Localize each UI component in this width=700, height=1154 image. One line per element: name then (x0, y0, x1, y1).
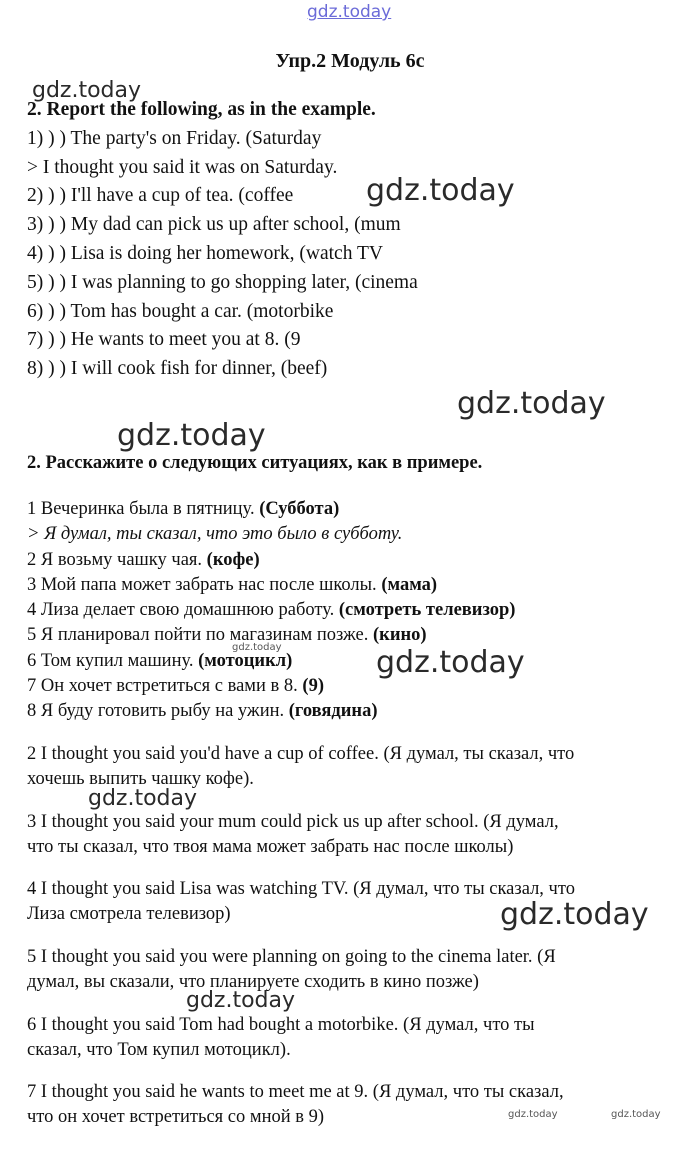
item-hint: (мама) (381, 575, 438, 595)
item-number: 2) (27, 185, 44, 206)
answer-line-1: 5 I thought you said you were planning on going to the cinema later. (Я (27, 947, 556, 967)
item-hint: (9) (302, 676, 324, 696)
watermark: gdz.today (88, 786, 198, 811)
russian-item (27, 497, 339, 521)
item-number: 3) (27, 214, 44, 235)
watermark: gdz.today (500, 897, 649, 932)
russian-item (27, 674, 324, 698)
page-title: Упр.2 Модуль 6с (275, 50, 425, 72)
watermark: gdz.today (611, 1109, 661, 1120)
answer-line-2: что ты сказал, что твоя мама может забрать нас после школы) (27, 837, 514, 857)
item-number: 8) (27, 358, 44, 379)
item-text: ) ) The party's on Friday. (Saturday (48, 128, 322, 149)
watermark: gdz.today (366, 173, 515, 208)
answer-line-2: Лиза смотрела телевизор) (27, 904, 231, 924)
answer-line-2: сказал, что Том купил мотоцикл). (27, 1040, 291, 1060)
item-hint: (кофе) (206, 550, 260, 570)
russian-item (27, 699, 378, 723)
watermark: gdz.today (508, 1109, 558, 1120)
item-text: ) ) Tom has bought a car. (motorbike (48, 301, 334, 322)
item-text: 8 Я буду готовить рыбу на ужин. (27, 701, 289, 721)
item-number: 6) (27, 301, 44, 322)
item-text: 3 Мой папа может забрать нас после школы. (27, 575, 382, 595)
russian-example: > Я думал, ты сказал, что это было в субботу. (27, 524, 403, 544)
answer-line-1: 7 I thought you said he wants to meet me at 9. (Я думал, что ты сказал, (27, 1082, 564, 1102)
item-text: 7 Он хочет встретиться с вами в 8. (27, 676, 303, 696)
english-item (27, 242, 383, 266)
item-text: 6 Том купил машину. (27, 651, 199, 671)
item-text: 2 Я возьму чашку чая. (27, 550, 207, 570)
english-heading: 2. Report the following, as in the example. (27, 99, 376, 120)
russian-item (27, 598, 515, 622)
item-text: ) ) I will cook fish for dinner, (beef) (48, 358, 328, 379)
watermark: gdz.today (457, 386, 606, 421)
watermark: gdz.today (32, 78, 142, 103)
english-item (27, 127, 321, 151)
item-text: 1 Вечеринка была в пятницу. (27, 499, 260, 519)
answer-line-1: 3 I thought you said your mum could pick us up after school. (Я думал, (27, 812, 559, 832)
watermark: gdz.today (232, 642, 282, 653)
item-hint: (Суббота) (259, 499, 340, 519)
item-number: 1) (27, 128, 44, 149)
item-text: ) ) He wants to meet you at 8. (9 (48, 329, 301, 350)
english-item (27, 271, 418, 295)
item-text: ) ) I'll have a cup of tea. (coffee (48, 185, 294, 206)
russian-item (27, 548, 260, 572)
answer-line-1: 6 I thought you said Tom had bought a motorbike. (Я думал, что ты (27, 1015, 535, 1035)
item-text: 4 Лиза делает свою домашнюю работу. (27, 600, 339, 620)
english-item (27, 213, 401, 237)
watermark: gdz.today (376, 645, 525, 680)
item-number: 5) (27, 272, 44, 293)
russian-item (27, 573, 437, 597)
russian-item (27, 623, 427, 647)
item-number: 7) (27, 329, 44, 350)
item-text: ) ) Lisa is doing her homework, (watch TV (48, 243, 383, 264)
english-item (27, 300, 333, 324)
answer-line-1: 4 I thought you said Lisa was watching TV. (Я думал, что ты сказал, что (27, 879, 575, 899)
item-text: ) ) My dad can pick us up after school, (mum (48, 214, 401, 235)
answer-line-2: думал, вы сказали, что планируете сходить в кино позже) (27, 972, 479, 992)
item-hint: (кино) (373, 625, 427, 645)
item-text: ) ) I was planning to go shopping later, (cinema (48, 272, 418, 293)
russian-heading: 2. Расскажите о следующих ситуациях, как в примере. (27, 453, 483, 473)
answer-line-2: хочешь выпить чашку кофе). (27, 769, 254, 789)
watermark-top-link[interactable]: gdz.today (307, 2, 392, 22)
russian-item (27, 649, 292, 673)
item-hint: (говядина) (288, 701, 378, 721)
item-number: 4) (27, 243, 44, 264)
english-item (27, 328, 300, 352)
item-hint: (смотреть телевизор) (338, 600, 516, 620)
watermark: gdz.today (186, 988, 296, 1013)
english-item (27, 184, 293, 208)
english-example: > I thought you said it was on Saturday. (27, 157, 338, 178)
item-hint: (мотоцикл) (198, 651, 293, 671)
answer-line-1: 2 I thought you said you'd have a cup of coffee. (Я думал, ты сказал, что (27, 744, 575, 764)
watermark: gdz.today (117, 418, 266, 453)
answer-line-2: что он хочет встретиться со мной в 9) (27, 1107, 325, 1127)
english-item (27, 357, 327, 381)
item-text: 5 Я планировал пойти по магазинам позже. (27, 625, 374, 645)
